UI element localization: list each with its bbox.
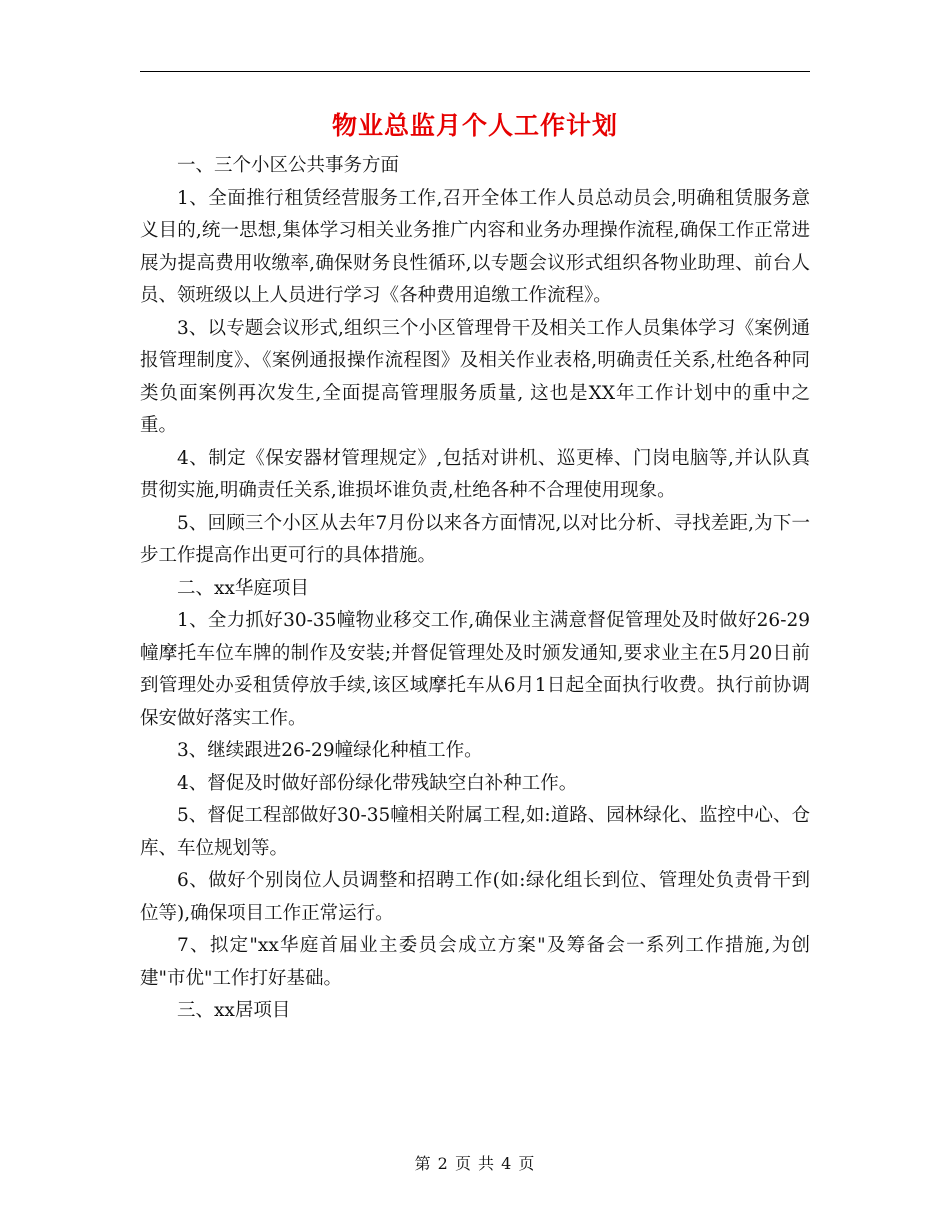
- document-title: 物业总监月个人工作计划: [331, 111, 618, 140]
- paragraph-2-1: 1、全力抓好30-35幢物业移交工作,确保业主满意督促管理处及时做好26-29幢摩托车位车牌的制作及安装;并督促管理处及时颁发通知,要求业主在5月20日前到管理处办妥租赁停放手续,该区域摩托车从6月1日起全面执行收费。执行前协调保安做好落实工作。: [140, 610, 810, 729]
- paragraph-1-4: 4、制定《保安器材管理规定》,包括对讲机、巡更棒、门岗电脑等,并认队真贯彻实施,明确责任关系,谁损坏谁负责,杜绝各种不合理使用现象。: [140, 447, 810, 501]
- header-rule: [140, 71, 810, 72]
- page-footer: 第 2 页 共 4 页: [414, 1154, 536, 1173]
- paragraph-1-3: 3、以专题会议形式,组织三个小区管理骨干及相关工作人员集体学习《案例通报管理制度》、《案例通报操作流程图》及相关作业表格,明确责任关系,杜绝各种同类负面案例再次发生,全面提高管理服务质量, 这也是XX年工作计划中的重中之重。: [140, 317, 810, 436]
- paragraph-2-6: 6、做好个别岗位人员调整和招聘工作(如:绿化组长到位、管理处负责骨干到位等),确保项目工作正常运行。: [140, 870, 810, 924]
- paragraph-2-3: 3、继续跟进26-29幢绿化种植工作。: [177, 740, 483, 761]
- document-body: [140, 150, 810, 1028]
- section-heading-1: 一、三个小区公共事务方面: [177, 155, 400, 176]
- paragraph-2-7: 7、拟定"xx华庭首届业主委员会成立方案"及筹备会一系列工作措施,为创建"市优"工作打好基础。: [140, 935, 810, 989]
- paragraph-1-5: 5、回顾三个小区从去年7月份以来各方面情况,以对比分析、寻找差距,为下一步工作提高作出更可行的具体措施。: [140, 512, 810, 566]
- paragraph-2-5: 5、督促工程部做好30-35幢相关附属工程,如:道路、园林绿化、监控中心、仓库、车位规划等。: [140, 805, 810, 859]
- section-heading-3: 三、xx居项目: [177, 1000, 291, 1021]
- paragraph-1-1: 1、全面推行租赁经营服务工作,召开全体工作人员总动员会,明确租赁服务意义目的,统一思想,集体学习相关业务推广内容和业务办理操作流程,确保工作正常进展为提高费用收缴率,确保财务良性循环,以专题会议形式组织各物业助理、前台人员、领班级以上人员进行学习《各种费用追缴工作流程》。: [140, 187, 810, 306]
- paragraph-2-4: 4、督促及时做好部份绿化带残缺空白补种工作。: [177, 772, 578, 794]
- section-heading-2: 二、xx华庭项目: [177, 577, 309, 599]
